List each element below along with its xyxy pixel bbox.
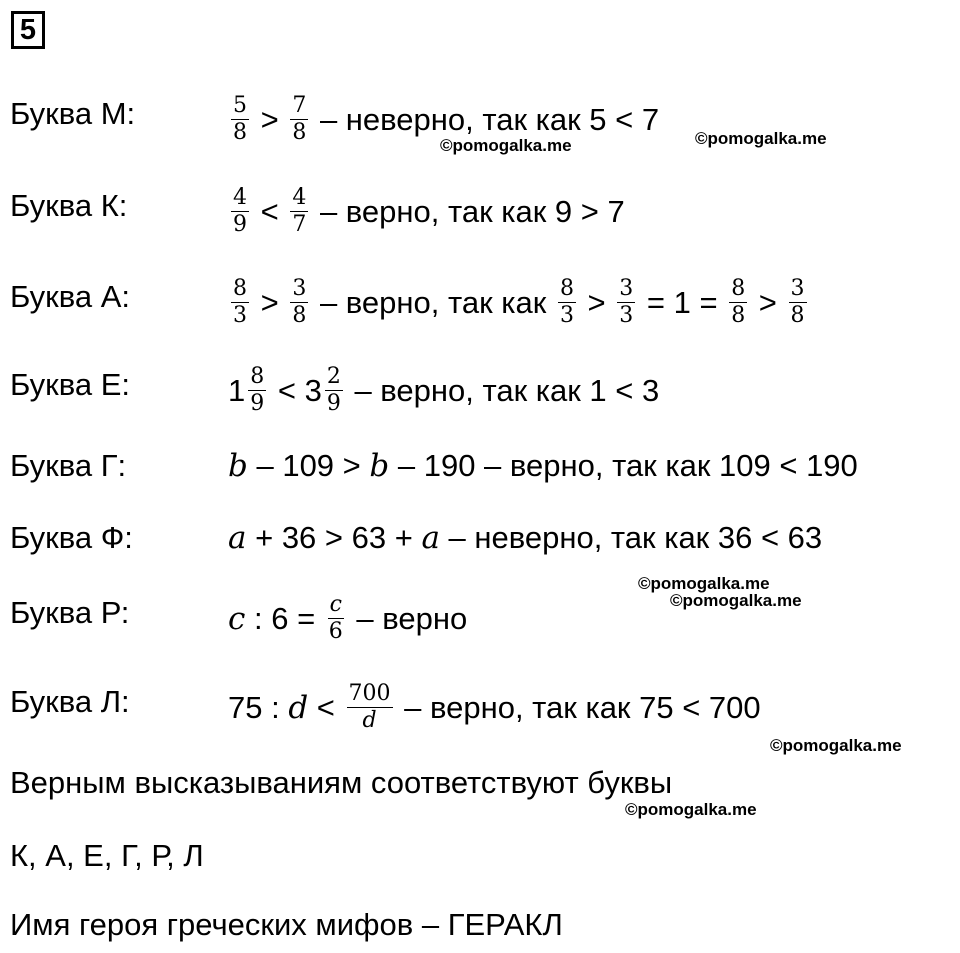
fraction — [231, 93, 249, 146]
expression-text: > — [252, 284, 288, 320]
expression-text: – верно, так как — [311, 284, 555, 320]
fraction — [290, 185, 308, 238]
fraction-denominator: 3 — [619, 303, 634, 328]
fraction-numerator: 3 — [619, 276, 634, 301]
watermark: ©pomogalka.me — [695, 129, 827, 148]
row-expression-f — [228, 518, 822, 558]
expression-text: – 190 – верно, так как 109 < 190 — [389, 448, 858, 483]
row-expression-r — [228, 592, 467, 645]
expression-text: – верно, так как 75 < 700 — [395, 689, 761, 725]
expression-text: – верно — [347, 600, 468, 636]
fraction-denominator: 8 — [790, 303, 805, 328]
fraction-denominator: 7 — [292, 212, 307, 237]
fraction-numerator: 700 — [348, 681, 391, 706]
expression-text: – 109 > — [247, 448, 370, 483]
expression-text: – верно, так как 1 < 3 — [345, 372, 660, 408]
fraction-denominator: 9 — [233, 212, 247, 237]
fraction — [347, 681, 393, 734]
fraction-numerator: 3 — [790, 276, 805, 301]
row-label-a: Буква А: — [10, 279, 130, 314]
row-expression-a — [228, 276, 810, 329]
row-expression-l — [228, 681, 761, 734]
row-expression-e — [228, 364, 659, 417]
expression-text: + 36 > 63 + — [246, 520, 422, 555]
fraction-denominator: 6 — [328, 619, 343, 644]
variable: a — [421, 520, 440, 556]
row-label-r: Буква Р: — [10, 595, 130, 630]
expression-text: 1 — [228, 372, 246, 408]
watermark: ©pomogalka.me — [625, 800, 757, 819]
task-number-box: 5 — [11, 11, 45, 49]
fraction — [617, 276, 635, 329]
fraction-numerator: 8 — [559, 276, 574, 301]
variable: a — [228, 520, 247, 556]
fraction-numerator: 3 — [292, 276, 307, 301]
fraction-numerator: 7 — [292, 93, 307, 118]
expression-text: > — [578, 284, 615, 320]
expression-text: < — [252, 193, 288, 229]
watermark: ©pomogalka.me — [440, 136, 572, 155]
fraction-numerator: 8 — [233, 276, 247, 301]
fraction-numerator: 5 — [233, 93, 247, 118]
variable: b — [369, 448, 390, 484]
variable: b — [228, 448, 248, 484]
conclusion-line-2: К, А, Е, Г, Р, Л — [10, 838, 204, 873]
variable: d — [288, 689, 309, 726]
fraction-numerator: 4 — [292, 185, 307, 210]
fraction — [231, 276, 249, 329]
watermark: ©pomogalka.me — [770, 736, 902, 755]
fraction — [290, 93, 308, 146]
row-label-l: Буква Л: — [10, 684, 130, 719]
expression-text: < 3 — [269, 372, 322, 408]
expression-text: > — [750, 284, 786, 320]
fraction-numerator: 8 — [250, 364, 265, 389]
fraction-denominator: 8 — [292, 303, 307, 328]
expression-text: = 1 = — [638, 284, 727, 320]
expression-text: > — [252, 101, 288, 137]
fraction — [327, 592, 345, 645]
fraction-denominator: d — [362, 708, 377, 733]
watermark: ©pomogalka.me — [638, 574, 770, 593]
expression-text: – неверно, так как 5 < 7 — [311, 101, 660, 137]
row-label-m: Буква М: — [10, 96, 136, 131]
fraction-denominator: 8 — [233, 120, 247, 145]
variable: c — [228, 600, 246, 637]
conclusion-line-1: Верным высказываниям соответствуют буквы — [10, 765, 673, 800]
fraction — [789, 276, 807, 329]
fraction — [290, 276, 308, 329]
expression-text: : 6 = — [245, 600, 324, 636]
expression-text: – верно, так как 9 > 7 — [311, 193, 625, 229]
fraction — [325, 364, 343, 417]
fraction-numerator: 8 — [731, 276, 746, 301]
fraction — [248, 364, 266, 417]
fraction-denominator: 3 — [559, 303, 574, 328]
fraction-denominator: 8 — [292, 120, 307, 145]
fraction — [231, 185, 249, 238]
fraction-denominator: 9 — [250, 391, 265, 416]
row-label-k: Буква К: — [10, 188, 128, 223]
expression-text: – неверно, так как 36 < 63 — [439, 520, 823, 555]
row-expression-k — [228, 185, 625, 238]
fraction-numerator: c — [329, 592, 342, 617]
row-label-e: Буква Е: — [10, 367, 130, 402]
expression-text: < — [308, 689, 344, 725]
fraction-denominator: 9 — [326, 391, 341, 416]
row-label-f: Буква Ф: — [10, 520, 133, 555]
fraction-denominator: 8 — [731, 303, 746, 328]
row-expression-g — [228, 446, 858, 486]
watermark: ©pomogalka.me — [670, 591, 802, 610]
fraction-numerator: 2 — [326, 364, 341, 389]
fraction-numerator: 4 — [233, 185, 247, 210]
expression-text: 75 : — [228, 689, 289, 725]
fraction — [729, 276, 747, 329]
fraction — [558, 276, 576, 329]
conclusion-line-3: Имя героя греческих мифов – ГЕРАКЛ — [10, 907, 563, 942]
fraction-denominator: 3 — [233, 303, 247, 328]
row-label-g: Буква Г: — [10, 448, 127, 483]
